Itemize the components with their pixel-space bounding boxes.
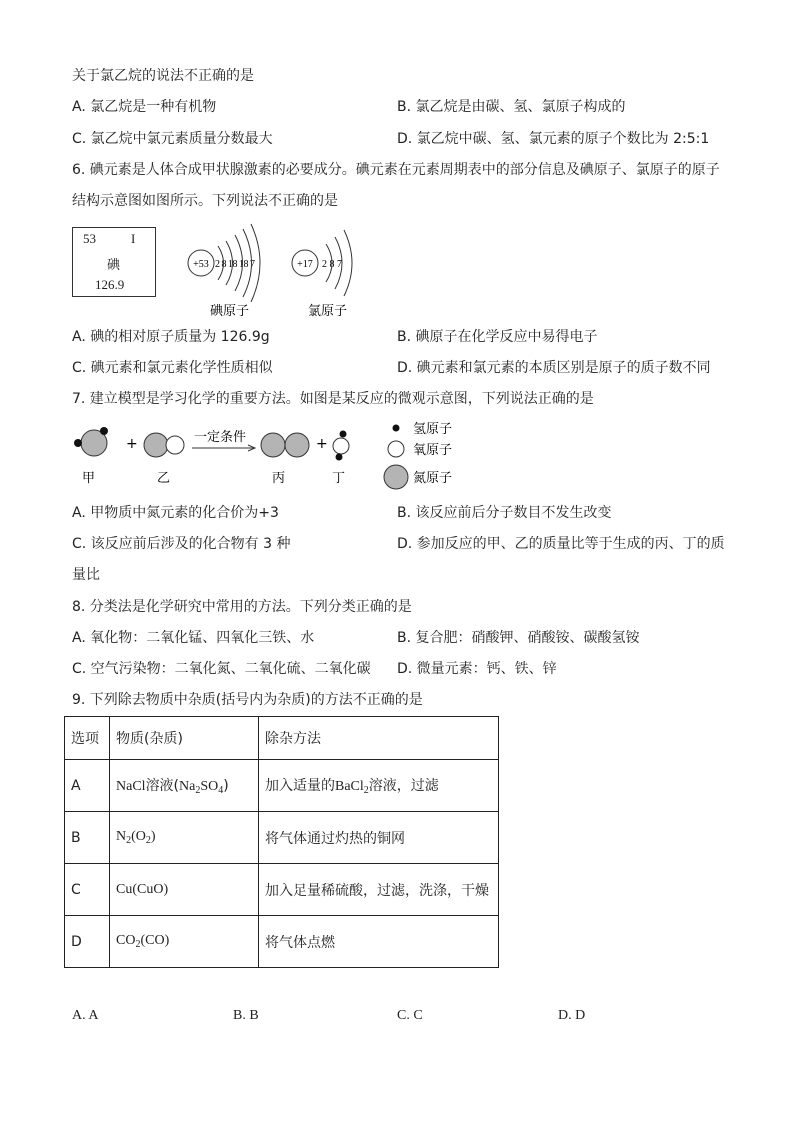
row-d-method: 将气体点燃: [259, 916, 499, 968]
periodic-table-cell: [72, 227, 156, 297]
header-method: 除杂方法: [259, 717, 499, 760]
q6-stem-line2: 结构示意图如图所示。下列说法不正确的是: [72, 193, 338, 209]
q9-answer-b[interactable]: B. B: [233, 1008, 259, 1023]
table-row: [65, 760, 499, 812]
q9-answer-a[interactable]: A. A: [72, 1008, 99, 1023]
q6-option-c[interactable]: C. 碘元素和氯元素化学性质相似: [72, 360, 273, 376]
table-header-row: [65, 717, 499, 760]
iodine-electron-counts: 2 8 18 18 7: [215, 259, 255, 270]
q9-answer-d[interactable]: D. D: [558, 1008, 586, 1023]
q7-stem: 7. 建立模型是学习化学的重要方法。如图是某反应的微观示意图，下列说法正确的是: [72, 391, 594, 407]
row-b-method: 将气体通过灼热的铜网: [259, 812, 499, 864]
table-row: [65, 812, 499, 864]
reaction-diagram: [68, 416, 468, 490]
legend-nitrogen-symbol: [384, 465, 408, 489]
q6-option-a[interactable]: A. 碘的相对原子质量为 126.9g: [72, 329, 270, 345]
header-substance: 物质(杂质): [110, 717, 259, 760]
q8-option-b[interactable]: B. 复合肥：硝酸钾、硝酸铵、碳酸氢铵: [397, 630, 640, 646]
label-jia: 甲: [82, 471, 96, 486]
row-a-method: 加入适量的BaCl$_2$溶液，过滤: [259, 760, 499, 812]
q7-option-a[interactable]: A. 甲物质中氮元素的化合价为+3: [72, 505, 279, 521]
header-option: 选项: [65, 717, 110, 760]
q5-stem: 关于氯乙烷的说法不正确的是: [72, 68, 254, 84]
row-a-substance: NaCl溶液$(Na_2SO_4)$: [110, 760, 259, 812]
chlorine-electron-counts: 2 8 7: [322, 259, 342, 270]
q8-option-d[interactable]: D. 微量元素：钙、铁、锌: [397, 661, 557, 677]
molecule-yi: [144, 433, 184, 457]
legend-hydrogen-symbol: [393, 425, 400, 432]
q6-option-d[interactable]: D. 碘元素和氯元素的本质区别是原子的质子数不同: [397, 360, 711, 376]
row-c-method: 加入足量稀硫酸，过滤，洗涤，干燥: [259, 864, 499, 916]
q6-stem-line1: 6. 碘元素是人体合成甲状腺激素的必要成分。碘元素在元素周期表中的部分信息及碘原子、氯原子的原子: [72, 162, 720, 178]
atomic-number: 53: [83, 231, 96, 246]
atomic-mass: 126.9: [95, 277, 125, 292]
legend-hydrogen-label: 氢原子: [413, 422, 453, 437]
row-b-substance: $N_2(O_2)$: [110, 812, 259, 864]
chlorine-atom-diagram: [288, 222, 368, 322]
row-b-option: B: [65, 812, 110, 864]
q5-option-a[interactable]: A. 氯乙烷是一种有机物: [72, 99, 217, 115]
legend-nitrogen-label: 氮原子: [413, 471, 453, 486]
row-d-substance: $CO_2(CO)$: [110, 916, 259, 968]
q7-option-d-continued: 量比: [72, 567, 100, 583]
label-ding: 丁: [332, 471, 346, 486]
q7-option-c[interactable]: C. 该反应前后涉及的化合物有 3 种: [72, 536, 291, 552]
legend-oxygen-label: 氧原子: [413, 443, 453, 458]
atom-legend: [384, 422, 452, 489]
q8-option-a[interactable]: A. 氧化物：二氧化锰、四氧化三铁、水: [72, 630, 315, 646]
q7-option-b[interactable]: B. 该反应前后分子数目不发生改变: [397, 505, 612, 521]
row-c-option: C: [65, 864, 110, 916]
element-symbol: I: [131, 231, 136, 246]
q5-option-d[interactable]: D. 氯乙烷中碳、氢、氯元素的原子个数比为 2:5:1: [397, 131, 710, 147]
q7-option-d[interactable]: D. 参加反应的甲、乙的质量比等于生成的丙、丁的质: [397, 536, 725, 552]
element-name: 碘: [107, 258, 121, 273]
molecule-ding: [333, 431, 349, 461]
legend-oxygen-symbol: [388, 441, 404, 457]
q8-stem: 8. 分类法是化学研究中常用的方法。下列分类正确的是: [72, 599, 412, 615]
row-a-option: A: [65, 760, 110, 812]
chlorine-atom-label: 氯原子: [308, 304, 348, 319]
iodine-atom-label: 碘原子: [210, 304, 250, 319]
label-bing: 丙: [272, 471, 286, 486]
iodine-atom-diagram: [185, 222, 270, 322]
plus-sign-1: +: [126, 436, 138, 452]
reaction-condition: 一定条件: [194, 430, 247, 445]
q9-stem: 9. 下列除去物质中杂质(括号内为杂质)的方法不正确的是: [72, 692, 423, 708]
chlorine-nucleus-charge: +17: [297, 259, 313, 270]
q9-answer-c[interactable]: C. C: [397, 1008, 423, 1023]
q5-option-b[interactable]: B. 氯乙烷是由碳、氢、氯原子构成的: [397, 99, 626, 115]
row-c-substance: Cu(CuO): [110, 864, 259, 916]
table-row: [65, 864, 499, 916]
q8-option-c[interactable]: C. 空气污染物：二氧化氮、二氧化硫、二氧化碳: [72, 661, 371, 677]
table-row: [65, 916, 499, 968]
iodine-nucleus-charge: +53: [193, 259, 209, 270]
molecule-bing: [261, 433, 309, 457]
q5-option-c[interactable]: C. 氯乙烷中氯元素质量分数最大: [72, 131, 273, 147]
label-yi: 乙: [157, 471, 171, 486]
molecule-jia: [74, 427, 108, 456]
q6-option-b[interactable]: B. 碘原子在化学反应中易得电子: [397, 329, 598, 345]
plus-sign-2: +: [316, 436, 328, 452]
row-d-option: D: [65, 916, 110, 968]
purification-table: [64, 716, 499, 968]
